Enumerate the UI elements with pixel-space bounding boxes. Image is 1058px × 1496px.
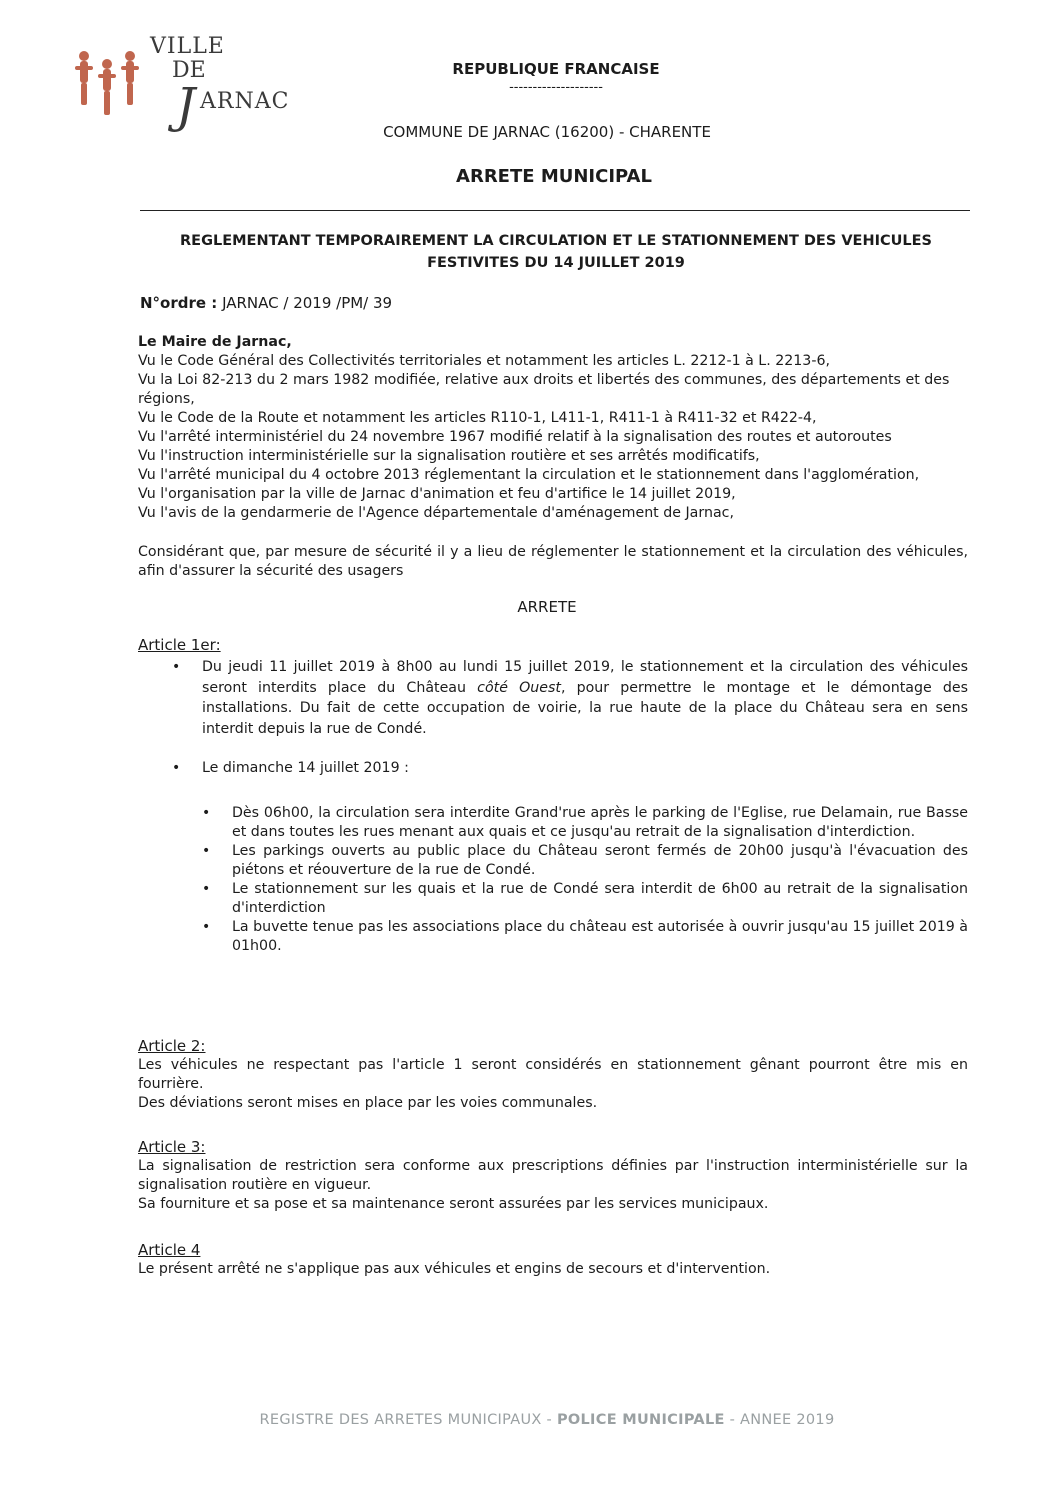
logo-j-initial: J [176,78,196,134]
article-1-heading: Article 1er: [138,636,221,654]
logo-arnac: ARNAC [200,89,290,114]
vu-line: Vu l'avis de la gendarmerie de l'Agence départementale d'aménagement de Jarnac, [138,505,734,521]
title-divider [140,210,970,211]
article-3-text: La signalisation de restriction sera conforme aux prescriptions définies par l'instruction interministérielle sur la signalisation routière en vigueur. [138,1158,968,1193]
article-2-heading: Article 2: [138,1037,206,1055]
article-1-subbullet: • Le stationnement sur les quais et la rue de Condé sera interdit de 6h00 au retrait de la signalisation d'interdiction [202,880,968,918]
article-1-subbullets [172,804,968,956]
header-dashes: -------------------- [509,80,603,95]
vu-line: Vu l'arrêté interministériel du 24 novembre 1967 modifié relatif à la signalisation des routes et autoroutes [138,429,892,445]
article-1-bullets [138,657,968,956]
vu-line: Vu l'organisation par la ville de Jarnac d'animation et feu d'artifice le 14 juillet 2019, [138,486,736,502]
subject-line-2: FESTIVITES DU 14 JUILLET 2019 [427,255,685,271]
vu-line: Vu la Loi 82-213 du 2 mars 1982 modifiée, relative aux droits et libertés des communes, des départements et des régions, [138,372,950,407]
order-label: N°ordre : [140,294,218,312]
article-4-heading: Article 4 [138,1241,201,1259]
article-3-text: Sa fourniture et sa pose et sa maintenance seront assurées par les services municipaux. [138,1196,769,1212]
bullet-text: , pour permettre le montage et le démontage des installations. Du fait de cette occupation de voirie, la rue haute de la place du Château sera en sens interdit depuis la rue de Condé. [202,679,968,737]
order-value: JARNAC / 2019 /PM/ 39 [222,294,393,312]
order-number [140,294,392,312]
article-2 [138,1037,968,1113]
article-3-heading: Article 3: [138,1138,206,1156]
bullet-emphasis: côté Ouest [477,679,561,696]
footer-year: - ANNEE 2019 [724,1412,835,1428]
article-1-subbullet: • La buvette tenue pas les associations place du château est autorisée à ouvrir jusqu'au 15 juillet 2019 à 01h00. [202,918,968,956]
preamble [138,333,968,523]
vu-line: Vu le Code de la Route et notamment les articles R110-1, L411-1, R411-1 à R411-32 et R422-4, [138,410,817,426]
bullet-text: Du jeudi 11 juillet 2019 à 8h00 au lundi 15 juillet 2019, le stationnement et la circulation des véhicules seront interdits place du Château [202,659,968,696]
article-2-text: Des déviations seront mises en place par les voies communales. [138,1095,598,1111]
page-footer [0,1412,1058,1428]
article-4-text: Le présent arrêté ne s'applique pas aux véhicules et engins de secours et d'intervention. [138,1261,771,1277]
footer-police: POLICE MUNICIPALE [556,1412,725,1428]
article-2-text: Les véhicules ne respectant pas l'article 1 seront considérés en stationnement gênant pourront être mis en fourrière. [138,1057,968,1092]
article-4 [138,1241,968,1279]
subject-line-1: REGLEMENTANT TEMPORAIREMENT LA CIRCULATION ET LE STATIONNEMENT DES VEHICULES [180,233,932,249]
vu-line: Vu l'instruction interministérielle sur la signalisation routière et ses arrêtés modificatifs, [138,448,760,464]
vu-line: Vu le Code Général des Collectivités territoriales et notamment les articles L. 2212-1 à L. 2213-6, [138,353,830,369]
document-title: ARRETE MUNICIPAL [456,166,652,187]
article-1-subbullet: • Dès 06h00, la circulation sera interdite Grand'rue après le parking de l'Eglise, rue Delamain, rue Basse et dans toutes les rues menant aux quais et ce jusqu'au retrait de la signalisation d'interdiction. [202,804,968,842]
commune-line: COMMUNE DE JARNAC (16200) - CHARENTE [383,123,711,141]
considerant-paragraph: Considérant que, par mesure de sécurité il y a lieu de réglementer le stationnement et la circulation des véhicules, afin d'assurer la sécurité des usagers [138,544,968,579]
logo-ville: VILLE [150,34,225,59]
article-3 [138,1138,968,1214]
article-1 [138,636,968,956]
maire-line: Le Maire de Jarnac, [138,334,292,350]
article-1-bullet: • Le dimanche 14 juillet 2019 : [172,759,968,778]
logo-de: DE [172,58,206,83]
republic-heading: REPUBLIQUE FRANCAISE [452,60,660,78]
article-1-subbullet: • Les parkings ouverts au public place du Château seront fermés de 20h00 jusqu'à l'évacuation des piétons et réouverture de la rue de Condé. [202,842,968,880]
footer-register: REGISTRE DES ARRETES MUNICIPAUX - [259,1412,557,1428]
article-1-bullet [172,657,968,739]
vu-line: Vu l'arrêté municipal du 4 octobre 2013 réglementant la circulation et le stationnement dans l'agglomération, [138,467,920,483]
arrete-heading: ARRETE [517,598,577,616]
